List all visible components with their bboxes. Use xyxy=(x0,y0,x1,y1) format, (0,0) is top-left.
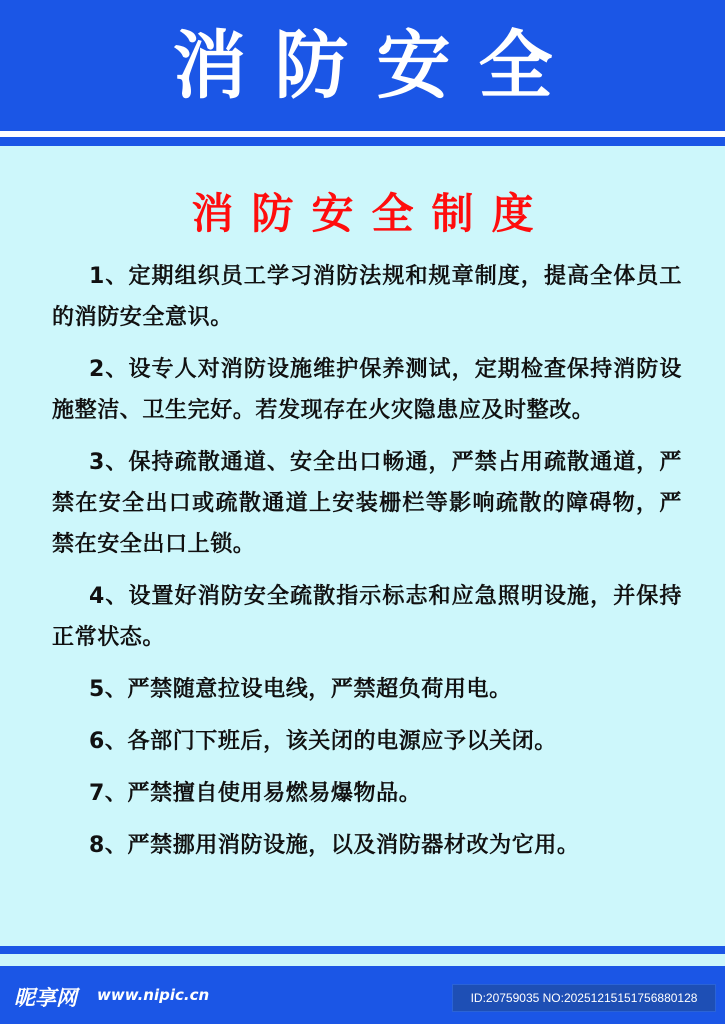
footer-divider-gap xyxy=(0,954,725,966)
page-title: 消防安全 xyxy=(172,23,581,109)
rule-item-1: 1、定期组织员工学习消防法规和规章制度，提高全体员工的消防安全意识。 xyxy=(52,264,682,330)
section-heading: 消防安全制度 xyxy=(191,189,552,238)
rule-item-3: 3、保持疏散通道、安全出口畅通，严禁占用疏散通道，严禁在安全出口或疏散通道上安装栅栏等影响疏散的障碍物，严禁在安全出口上锁。 xyxy=(52,450,682,557)
rule-item-6: 6、各部门下班后，该关闭的电源应予以关闭。 xyxy=(89,729,557,754)
watermark-id-badge: ID:20759035 NO:20251215151756880128 xyxy=(452,984,716,1012)
footer-divider-blue xyxy=(0,946,725,954)
rule-item-2: 2、设专人对消防设施维护保养测试，定期检查保持消防设施整洁、卫生完好。若发现存在火灾隐患应及时整改。 xyxy=(52,357,682,423)
rule-item-4: 4、设置好消防安全疏散指示标志和应急照明设施，并保持正常状态。 xyxy=(52,584,682,650)
rules-list xyxy=(52,256,682,877)
header-divider-blue xyxy=(0,137,725,146)
header-banner xyxy=(0,0,725,131)
watermark-logo: 昵享网 xyxy=(14,986,77,1010)
rule-item-7: 7、严禁擅自使用易燃易爆物品。 xyxy=(89,781,422,806)
footer-banner xyxy=(0,966,725,1024)
rule-item-8: 8、严禁挪用消防设施，以及消防器材改为它用。 xyxy=(89,833,580,858)
watermark-url: www.nipic.cn xyxy=(97,986,210,1004)
rule-item-5: 5、严禁随意拉设电线，严禁超负荷用电。 xyxy=(89,677,512,702)
